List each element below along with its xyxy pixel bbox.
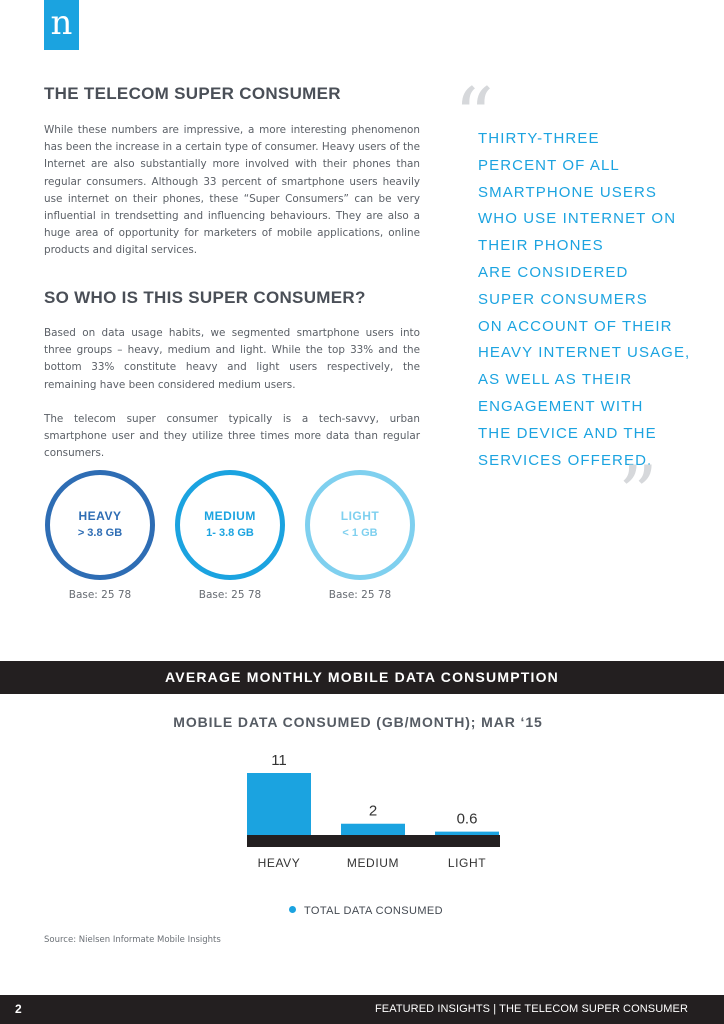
bar-value-label: 0.6 <box>456 810 478 828</box>
segment-base-light: Base: 25 78 <box>328 589 392 601</box>
legend-label: TOTAL DATA CONSUMED <box>304 905 444 917</box>
page-number: 2 <box>15 1002 22 1016</box>
pull-quote-line: ENGAGEMENT WITH <box>478 397 644 415</box>
nielsen-logo: n <box>44 0 79 50</box>
pull-quote-line: ON ACCOUNT OF THEIR <box>478 317 673 335</box>
x-tick-label: HEAVY <box>257 856 301 870</box>
segment-range: < 1 GB <box>342 527 378 539</box>
segmentation-paragraph: Based on data usage habits, we segmented smartphone users into three groups – heavy, medium and light. While the top 33% and the bottom 33% constitute heavy and light users respectively, the remaining have been considered medium users. <box>44 327 420 391</box>
x-tick-label: MEDIUM <box>346 856 400 870</box>
bar-chart <box>0 740 724 880</box>
pull-quote-line: THE DEVICE AND THE <box>478 424 657 442</box>
section-banner: AVERAGE MONTHLY MOBILE DATA CONSUMPTION <box>0 661 724 694</box>
segment-base-heavy: Base: 25 78 <box>68 589 132 601</box>
segment-range: > 3.8 GB <box>77 527 123 539</box>
segment-base-medium: Base: 25 78 <box>198 589 262 601</box>
segment-label: MEDIUM <box>204 509 256 523</box>
bar-value-label: 2 <box>368 802 378 820</box>
pull-quote-line: THIRTY-THREE <box>478 130 600 147</box>
chart-baseline <box>247 835 500 847</box>
pull-quote-line: PERCENT OF ALL <box>478 156 620 174</box>
segment-circle-light <box>305 470 415 580</box>
chart-legend <box>289 905 443 917</box>
bar-heavy <box>247 773 311 835</box>
bar-light <box>435 832 499 835</box>
section-heading-who-is-super-consumer: SO WHO IS THIS SUPER CONSUMER? <box>44 288 366 307</box>
segment-label: LIGHT <box>340 509 380 523</box>
segment-circle-medium <box>175 470 285 580</box>
source-note: Source: Nielsen Informate Mobile Insights <box>44 935 221 945</box>
pull-quote-line: AS WELL AS THEIR <box>478 371 633 389</box>
bar-medium <box>341 824 405 835</box>
pull-quote-line: WHO USE INTERNET ON <box>478 210 677 228</box>
intro-paragraph: While these numbers are impressive, a more interesting phenomenon has been the increase in a certain type of consumer. Heavy users of the Internet are also substantially more involved with their phones than regular consumers. Although 33 percent of smartphone users heavily use internet on their phones, these “Super Consumers” can be very influential in trendsetting and influencing behaviours. They are also a huge area of opportunity for marketers of mobile applications, online products and digital services. <box>44 124 420 257</box>
close-quote-icon: ” <box>618 450 658 540</box>
open-quote-icon: “ <box>454 72 494 162</box>
pull-quote-line: SUPER CONSUMERS <box>478 290 648 308</box>
pull-quote-line: SMARTPHONE USERS <box>478 183 658 201</box>
pull-quote-line: HEAVY INTERNET USAGE, <box>478 344 691 362</box>
bar-value-label: 11 <box>271 752 287 769</box>
segment-circle-heavy <box>45 470 155 580</box>
pull-quote <box>478 126 698 474</box>
segment-label: HEAVY <box>78 509 122 523</box>
page-footer <box>0 995 724 1024</box>
pull-quote-line: SERVICES OFFERED. <box>478 451 653 469</box>
section-heading-telecom-super-consumer: THE TELECOM SUPER CONSUMER <box>44 84 341 103</box>
legend-swatch <box>289 906 296 913</box>
x-tick-label: LIGHT <box>447 856 487 870</box>
footer-title: FEATURED INSIGHTS | THE TELECOM SUPER CONSUMER <box>374 1003 688 1015</box>
super-consumer-paragraph: The telecom super consumer typically is a tech-savvy, urban smartphone user and they utilize three times more data than regular consumers. <box>44 413 420 460</box>
pull-quote-line: ARE CONSIDERED <box>478 263 629 281</box>
chart-title: MOBILE DATA CONSUMED (GB/MONTH); MAR ‘15 <box>173 714 543 730</box>
segment-range: 1- 3.8 GB <box>206 527 254 539</box>
pull-quote-line: THEIR PHONES <box>478 237 604 255</box>
